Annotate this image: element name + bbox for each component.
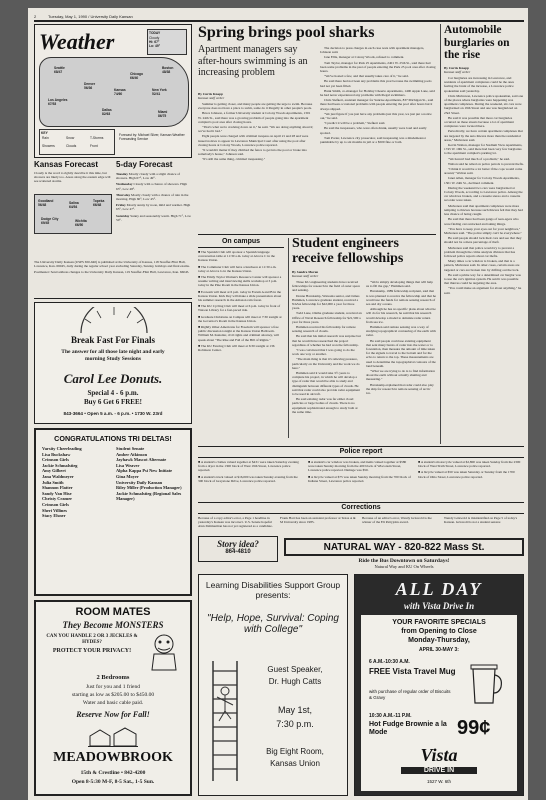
correction-item: Because of a copy editor's error, a Page 1 headline in yesterday's Kansan was incorrect. U.S. Senate hopeful Alan Zimmerman has not yet registered as a candidate.	[198, 516, 273, 529]
story-paragraph: Chris Siefkert, assistant manager for Sunrise Apartments, 837 Michigan St., said there had been occasional problems with people entering the pool after hours but it always slipped.	[320, 98, 434, 111]
room-mates-line2: PROTECT YOUR PRIVACY!	[52, 648, 132, 654]
tri-delta-title: CONGRATULATIONS TRI DELTAS!	[54, 434, 172, 443]
tri-delta-left-list	[42, 446, 112, 519]
us-map	[39, 57, 189, 127]
city-name: Kansas	[114, 88, 126, 92]
story-paragraph: Summer is getting closer, and many people are getting the urge to swim. Because everyone does not have a place to swim, some do it illegally in other people's pools.	[198, 102, 313, 111]
engineers-byline-title: Kansan staff writer	[292, 274, 319, 278]
bus-sub: Natural Way and KU On Wheels	[374, 564, 434, 569]
story-paragraph: Although he has no specific plans about what he will do for his research, he said that his research would develop a model to simulate radar return from sea ice.	[366, 307, 436, 324]
story-paragraph: Havekamp, 1989 fellowship recipient, said that is was planned to receive the fellowship and that he would use the funds for remote sensing research of sea and dry oceans.	[366, 289, 436, 307]
room-mates-line3: 2 Bedrooms	[96, 674, 130, 681]
sharks-body-col2	[320, 46, 436, 232]
bus-title: Ride the Bus Downtown on Saturdays!	[358, 558, 450, 564]
story-paragraph: Three KU engineering students have received fellowships for research in the field of outer space and sensing.	[292, 280, 360, 293]
sharks-byline-title: Kansan staff writer	[198, 96, 225, 100]
ladder-icon	[207, 661, 243, 781]
engineers-byline: By Sandra Moran	[292, 270, 319, 274]
meadowbrook-address: 15th & Crestline • 842-4200	[80, 770, 146, 776]
forecast-day: Wednesday	[116, 182, 133, 187]
police-item: ■ A student's motorcycle valued at $2,800 was taken Sunday from the 2300 block of West Sixth Street, Lawrence police reported.	[418, 460, 521, 469]
city-name: Goodland	[38, 199, 54, 203]
room-mates-line7: Reserve Now for Fall!	[76, 710, 150, 719]
learning-place: Big Eight Room,	[266, 747, 324, 756]
forecast-text: Mostly cloudy with a chance of rain in the morning. High 60°, Low 45°.	[116, 192, 189, 202]
corrections-title: Corrections	[341, 504, 381, 511]
vista-address: 1527 W. 6th	[426, 779, 452, 784]
story-paragraph: The decision to press charges in each case rests with apartment managers, Johnson said.	[320, 46, 425, 55]
correction-item: Frank Hart has been an assistant professor at Texas A & M University since 1985.	[280, 516, 356, 525]
story-paragraph: "That's what we're cracking down on it," he said. "We are doing anything about it; we've had it bad."	[198, 125, 314, 134]
key-item: Clouds	[66, 144, 77, 148]
vista-favorite: YOUR FAVORITE SPECIALS	[392, 619, 486, 626]
forecast-text: Cloudy with a chance of showers. High 63°, Low 48°.	[116, 182, 188, 191]
meadowbrook-brand: MEADOWBROOK	[53, 750, 173, 765]
city-name: New York	[152, 88, 167, 92]
city-name: Boston	[162, 66, 174, 70]
burglaries-body	[444, 76, 524, 442]
vista-ad	[354, 574, 524, 796]
story-paragraph: "We're simply developing things that will help us to fill the gap," Hammen said.	[366, 280, 433, 289]
kansas-forecast-text: Cloudy is the word to rightly describe it this time, but showers are likely too. Areas along the eastern edge will see scattered storms.	[34, 171, 111, 184]
story-paragraph: "We haven't had much of a problem," he said.	[448, 156, 511, 161]
key-item: Front	[90, 144, 98, 148]
room-mates-line6: Water and basic cable paid.	[82, 700, 144, 706]
on-campus-item: ■ The KU Cycling Club will meet at 6 p.m. today in front of Watson Library for a fast-paced ride.	[198, 304, 281, 313]
city-name: Seattle	[54, 66, 65, 70]
room-mates-line5: starting as low as $205.00 to $450.00	[71, 692, 155, 698]
weather-credit: Forecast by: Michael Silver, Kansan Weather Forecasting Service	[119, 133, 185, 141]
sharks-body-col1	[198, 102, 314, 232]
natural-way-ad	[284, 538, 524, 556]
kansas-forecast-title: Kansas Forecast	[34, 160, 99, 169]
city-name: Miami	[158, 110, 168, 114]
story-paragraph: Jane Ellis, manager at Colony Woods, refused to comment.	[324, 55, 405, 60]
story-paragraph: Mulvenon said that apartment complexes were more tempting to thieves because such thieves felt that they had less chance of being caught.	[444, 203, 523, 217]
story-paragraph: "You could make an argument for about anything," he said.	[444, 286, 522, 295]
story-paragraph: He said the trespassers, who were often drunk, usually were loud and easily spotted.	[320, 126, 427, 135]
vista-s2: FREE Vista Travel Mug	[369, 667, 456, 676]
burglaries-byline: By Curtis Knapp	[444, 66, 469, 70]
sunrise-icon	[77, 307, 151, 335]
folio-page-number: 2	[34, 14, 37, 19]
on-campus	[198, 238, 284, 448]
masthead-text: The University Daily Kansan (USPS 650-640) is published at the University of Kansas, 118 Stauffer-Flint Hall, Lawrence, Kan. 66045, daily during the regular school year excluding Saturday, Sunday, holidays and final exams.	[34, 260, 190, 269]
donuts-brand: Carol Lee Donuts.	[63, 371, 163, 386]
engineers-headline: Student engineers receive fellowships	[292, 236, 404, 266]
kansas-forecast	[34, 160, 112, 258]
honoree-name: Christy Cramer	[42, 496, 73, 502]
story-paragraph: "I think it would be a lot better if the cops would come around," Walton said.	[444, 167, 523, 176]
kansas-map	[34, 194, 112, 234]
story-paragraph: During the weekend two cars were burglarized at Colony Woods, according to Lawrence police. Among the car windows broken, and a cassette stereo and a cassette recorder were taken.	[444, 185, 523, 203]
story-paragraph: Hammen said it would take 3½ years to complete his project, in which he will develop a type of radar that would be able to study and distinguish between different types of clouds. He said that radar could also provide radar equipment to be used in aircraft.	[292, 371, 361, 397]
room-mates-ad	[34, 600, 192, 796]
donuts-headline: Break Fast For Finals	[71, 335, 155, 345]
city-name: Salina	[69, 201, 79, 205]
story-paragraph: He said there had not been any problems this year because the swimming pools had not yet been filled.	[320, 79, 432, 88]
story-paragraph: Periodically, we have certain apartment complexes that are targeted by the auto thieves more than the residential areas," Mulvenon said.	[444, 129, 523, 142]
police-item: ■ A student's car window was broken, and items valued together at $580 were taken Sunday morning from the 400 block of Wisconsin Street, Lawrence police reported. Damage was $50.	[308, 460, 407, 473]
story-paragraph: Havekamp explained that radar could also play the ship for research in remote sensing of arctic ice.	[366, 382, 434, 396]
honoree-name: Shannon Flatter	[42, 485, 73, 491]
police-item: ■ A student's clothes valued together at $431 were taken Saturday evening from a dryer in the 1300 block of West 19th Street, Lawrence police reported.	[198, 460, 299, 473]
learning-speaker-label: Guest Speaker,	[267, 665, 323, 674]
room-mates-sub: They Become MONSTERS	[62, 620, 164, 630]
sharks-byline: By Curtis Knapp	[198, 92, 223, 96]
today-hi: Hi: 67°	[149, 40, 160, 44]
five-day-title: 5-day Forecast	[116, 160, 173, 169]
story-paragraph: He said existing radar was far either cloud particles or large bodies of clouds. There is no equipment sophisticated enough to study both at the same time.	[292, 397, 358, 414]
honoree-name: Student Senate	[116, 446, 145, 451]
learning-date: May 1st,	[277, 705, 312, 715]
on-campus-item: ■ Ecoteam will meet at 6 p.m. today in Forum A and B in the Kansas Union. Kirk Dey will make a slide presentation about his summer research in the Amazon rain forest.	[198, 289, 282, 303]
correction-item: Wendy Griswold is misidentified on Page 5 of today's Kansan. Griswold is not a student senator.	[444, 516, 518, 525]
city-name: Denver	[84, 82, 96, 86]
city-temps: 56/36	[84, 86, 93, 90]
vista-s3: with purchase of regular order of Biscuits & Gravy	[369, 689, 451, 700]
city-temps: 68/47	[54, 70, 63, 74]
on-campus-item: ■ The KU Fencing Club will meet at 6:30 tonight at 136 Robinson Center.	[198, 343, 275, 353]
on-campus-item: ■ The Emily Taylor Women's Resource Center will sponsor a resume writing and interviewing skills workshop at 3 p.m. today in the Pine Room in the Kansas Union.	[198, 275, 282, 288]
honoree-name: Sheri Villines	[42, 507, 68, 513]
city-name: Los Angeles	[48, 98, 68, 102]
vista-inner	[361, 615, 517, 791]
story-idea-line1: Story idea?	[217, 539, 259, 549]
city-temps: 64/54	[69, 205, 78, 209]
donuts-ad	[34, 302, 192, 424]
honoree-name: Riley Miller (Production Manager)	[116, 485, 182, 491]
weather-section	[34, 24, 192, 158]
forecast-day: Friday	[116, 203, 126, 208]
story-paragraph: Donna Havekamp, Watsonia senior, and James Hammen, Lawrence graduate student, received a NASA fellowship for $22,000 a year for three years.	[292, 293, 360, 311]
masthead-postmaster: Postmaster: Send address changes to the University Daily Kansan, 119 Stauffer-Flint Hall, Lawrence, Kan. 66045.	[34, 270, 190, 275]
story-paragraph: Walton said he relied on police patrols to prevent thefts.	[448, 161, 524, 166]
city-temps: 69/45	[41, 221, 50, 225]
police-report-title: Police report	[339, 448, 383, 455]
forecast-day: Tuesday	[116, 172, 128, 176]
story-paragraph: Mulvenon said that police would try to prevent a problem through the crime analysis division that has followed police reports about car thefts.	[444, 245, 516, 258]
weather-key	[39, 129, 115, 155]
forecast-text: Mostly sunny by noon, mild and warmer. High 65°, Low 47°.	[116, 203, 191, 212]
story-paragraph: Hammen said remote sensing was a way of studying topographical contouring of the earth with radar.	[366, 325, 436, 338]
today-lo: Lo: 49°	[149, 44, 161, 48]
city-temps: 67/53	[48, 102, 57, 106]
on-campus-list	[198, 250, 284, 352]
police-report-col1	[198, 460, 302, 485]
honoree-name: Gina Moyer	[116, 473, 139, 479]
natural-way-text: NATURAL WAY - 820-822 Mass St.	[323, 542, 485, 553]
key-item: Rain	[42, 136, 49, 140]
today-sky: Cloudy	[149, 36, 160, 40]
honoree-name: Crimson Girls	[42, 457, 69, 463]
vista-with: with Vista Drive In	[403, 601, 475, 611]
correction-item: Because of an editor's error, Wendy Griswold is the winner of the Eli Pettyjohn award.	[362, 516, 432, 525]
city-temps: 66/48	[93, 203, 102, 207]
vista-price: 99¢	[457, 717, 491, 739]
donuts-deal2: Buy 6 Get 6 FREE!	[84, 398, 142, 406]
honoree-name: Julia Smith	[42, 479, 64, 485]
story-paragraph: Bruce Johnson, a former University student at Colony Woods Apartments, 1301 W. 24th St., said there was a growing problem of people going into the apartment complex's pool area after closing hours.	[198, 111, 311, 124]
story-paragraph: "I was convinced that I was going to do the work one way or another.	[292, 348, 355, 357]
police-report-col3	[418, 460, 522, 481]
story-paragraph: "It wouldn't matter if they climbed the fence to get into the pool or broke into somebody's house," Johnson said.	[198, 148, 307, 157]
vista-s1: 6 A.M.-10:30 A.M.	[369, 659, 410, 665]
story-paragraph: "You have to keep your eyes out for your neighbors," Mulvenon said. "The police simply can't be everywhere."	[444, 226, 522, 235]
on-campus-title: On campus	[198, 238, 284, 248]
story-paragraph: He said people should lock their cars and see that they should not be a mere percentage of theft.	[444, 236, 522, 245]
story-idea-phone: 864-4810	[225, 549, 251, 555]
learning-title: Learning Disabilities Support Group presents:	[205, 580, 341, 600]
donuts-contact: 843-3664 • Open 5 a.m. - 6 p.m. • 1730 W. 23rd	[63, 411, 163, 416]
city-name: Dodge City	[41, 217, 59, 221]
burglaries-byline-title: Kansan staff writer	[444, 70, 471, 74]
vista-logo-sub: DRIVE IN	[401, 767, 477, 774]
story-paragraph: He said people could use existing equipment that sent many bursts of radar into the water or to forestation, then measure the amount of time taken for the signals to travel to the bottom and for the echo to return to the top. These measurements are used to determine the topographical contours of the land beneath.	[366, 338, 436, 368]
story-paragraph: Chris Mulvenon, Lawrence police spokesman, said one of the places where burglaries were happening was apartment complexes. During the weekend, six cars were burglarized on 19th Street and one was burglarized on 23rd Street.	[444, 93, 524, 115]
story-idea-box	[198, 536, 278, 562]
city-temps: 66/40	[130, 76, 139, 80]
story-paragraph: Eight people were charged with criminal trespass on April 21 and 28 and were issued notices to appear in Lawrence Municipal Court after using the pool after closing hours at Colony Woods, Lawrence police reported.	[198, 134, 309, 147]
story-paragraph: Tom Taylor, manager for Park 25 Apartments, 2401 W. 25th St., said there had been some problems in the past of people entering the Park 25 pool area after closing hours.	[320, 60, 436, 74]
honoree-name: Jana Waldmeyer	[42, 473, 74, 479]
room-mates-line1: CAN YOU HANDLE 2 OR 3 JECKLES & HYDES?	[46, 634, 138, 645]
vista-banner: ALL DAY	[395, 579, 483, 599]
on-campus-item: ■ The Spanish Club will sponsor a Spanish language conversation table at 11:30 a.m. today at Alcove C in the Kansas Union.	[198, 250, 275, 263]
city-temps: 52/41	[152, 92, 161, 96]
donuts-deal1: Special 4 - 6 p.m.	[87, 389, 139, 397]
room-mates-line4: Just for you and 1 friend	[86, 684, 140, 690]
travel-mug-icon	[465, 663, 505, 707]
donuts-sub: The answer for all those late night and early morning Study Sessions	[61, 349, 165, 362]
building-icon	[88, 726, 138, 748]
honoree-name: Amber Atkinson	[116, 451, 148, 457]
story-paragraph: He said a prime way for a determined car burglar was to use the car's ignition system. He said it was possible that thieves could be targeting the area.	[444, 272, 521, 286]
masthead-info	[34, 260, 192, 275]
police-item: ■ A bicycle valued at $75 was taken Sunday morning from the 700 block of Indiana Street, Lawrence police reported.	[308, 474, 411, 483]
city-name: Topeka	[93, 199, 105, 203]
tri-delta-ad	[34, 428, 192, 596]
burglaries-headline: Automobile burglaries on the rise	[444, 24, 510, 61]
city-temps: 56/48	[38, 203, 47, 207]
today-label: TODAY	[149, 31, 161, 35]
story-paragraph: He said that his initial research was surprise but that he would have researched the project regardless of whether he had won the fellowship.	[292, 334, 361, 347]
story-paragraph: "We've hosted a few, and that usually takes care of it," he said.	[324, 74, 409, 79]
learning-disabilities-ad	[198, 574, 348, 796]
city-name: Chicago	[130, 72, 144, 76]
police-item: ■ A bicycle valued at $50 was taken Saturday or Sunday from the 1700 block of Ohio Street, Lawrence police reported.	[418, 470, 515, 479]
story-paragraph: "We just figure if you just have any problems just this year, we just put a notice out," he said.	[320, 111, 432, 121]
story-paragraph: Janet Allen, manager for Colony Woods Apartments, 1301 W. 24th St., declined comment.	[444, 176, 520, 185]
today-box	[147, 29, 187, 55]
city-temps: 74/60	[114, 92, 123, 96]
honoree-name: Jackie Schmalstieg	[42, 462, 78, 468]
vista-favorite2: from Opening to Close	[401, 628, 477, 635]
vista-logo: Vista	[420, 745, 458, 765]
honoree-name: Varsity Cheerleading	[42, 446, 82, 451]
story-paragraph: Many times a car window is broken, and that is a pattern, Mulvenon said. In other cases, certain areas are targeted or cars are broken into by drifting out the lock.	[444, 259, 520, 272]
story-paragraph: "I predict it will be a problem," Siefkert said.	[324, 121, 386, 126]
vista-dates: APRIL 30-MAY 3:	[419, 647, 459, 653]
police-item: ■ A student's truck valued at $16,000 was taken Sunday evening from the 300 block of Greystone Drive, Lawrence police reported.	[198, 474, 298, 483]
story-paragraph: "What we are trying to do is to find information about the earth without actually shutting and measuring."	[366, 369, 435, 382]
story-paragraph: He said that there had been gangs of teen-agers who were finding cars unlocked and taking things.	[444, 217, 519, 226]
forecast-day: Saturday	[116, 213, 130, 218]
city-name: Dallas	[102, 108, 112, 112]
forecast-text: Sunny and seasonably warm. High 71°, Low 50°.	[116, 213, 191, 222]
city-temps: 66/50	[75, 223, 84, 227]
story-paragraph: He said it was possible that more car burglaries occurred on these streets because a lot of apartment complexes were located there.	[444, 115, 514, 129]
story-paragraph: Car burglaries are increasing in Lawrence, and residents of apartment complexes could be the ones feeling the brunt of the increase, a Lawrence police spokesman said yesterday.	[444, 76, 514, 93]
honoree-name: Jackie Schmalstieg (Regional Sales Manager)	[116, 490, 182, 502]
vista-s4: 10:30 A.M.-11 P.M.	[369, 713, 412, 719]
honoree-name: Lisa Buckshaw	[42, 451, 71, 457]
weather-title: Weather	[39, 29, 115, 54]
on-campus-item: ■ Graduate Christians on Campus will meet at 7:30 tonight at the Governor's Room in the Kansas Union.	[198, 314, 282, 323]
key-item: Snow	[66, 136, 75, 140]
honoree-name: University Daily Kansan	[116, 479, 163, 485]
folio-line: Tuesday, May 1, 1990 / University Daily Kansan	[48, 14, 133, 19]
honoree-name: Sandy Van Hise	[42, 490, 72, 496]
city-temps: 86/75	[158, 114, 167, 118]
five-day-forecast	[116, 160, 192, 258]
honoree-name: Crimson Girls	[42, 501, 69, 507]
room-mates-title: ROOM MATES	[75, 606, 151, 618]
vista-days: Monday-Thursday,	[408, 637, 470, 644]
meadowbrook-hours: Open 8-5:30 M-F, 8-5 Sat., 1-5 Sun.	[71, 779, 155, 785]
key-item: Showers	[42, 144, 55, 148]
honoree-name: Amy Gilbert	[42, 468, 66, 474]
learning-quote: "Help, Hope, Survival: Coping with College"	[207, 613, 339, 635]
story-paragraph: Todd Lane, Olathe graduate student, received an Office of Naval Research fellowship for $21,500 a year for three years.	[292, 311, 362, 324]
on-campus-item: ■ Rightly Other Americans for Freedom will sponsor a free public discussion tonight at the Kansas Union Ballroom. William M. Kunstler, civil rights and criminal attorney, will speak about "The Rise and Fall of the Bill of Rights."	[198, 325, 279, 342]
key-item: T-Storms	[90, 136, 104, 140]
sharks-deck: Apartment managers say after-hours swimming is an increasing problem	[198, 44, 308, 78]
city-temps: 48/38	[162, 70, 171, 74]
story-paragraph: "The main thing is that it's relieving pressure, particularly on the University and the work we do here."	[292, 357, 360, 370]
forecast-day: Thursday	[116, 192, 131, 197]
tri-delta-right-list	[116, 446, 188, 502]
engineers-body-col1	[292, 280, 362, 440]
honoree-name: Jayhawk Mascot Alternate	[116, 457, 167, 463]
vista-s5: Hot Fudge Brownie a la Mode	[369, 721, 447, 736]
learning-time: 7:30 p.m.	[276, 719, 314, 729]
city-name: Wichita	[75, 219, 87, 223]
forecast-text: Mostly cloudy with a slight chance of showers. High 67°, Low 49°.	[116, 172, 181, 181]
story-paragraph: Hammen received his fellowship for remote sensing research of clouds.	[292, 325, 356, 334]
police-report-col2	[308, 460, 412, 485]
learning-place2: Kansas Union	[270, 759, 320, 768]
city-temps: 82/63	[102, 112, 111, 116]
story-paragraph: Tom Porter, Lawrence city prosecutor, said trespassing was a misdemeanor punishable by up to six months in jail or a $500 fine or both.	[320, 135, 426, 145]
story-paragraph: Kevin Walton, manager for Stadium View Apartments, 1745 W. 19th St., said there had been very few burglaries to the apartment complex's parking lot.	[444, 143, 523, 156]
bus-ad	[284, 558, 524, 572]
key-title: KEY	[41, 131, 48, 135]
story-paragraph: "It's still the same thing, criminal trespassing."	[202, 157, 266, 162]
honoree-name: Alpha Kappa Psi New Initiate	[116, 468, 173, 474]
learning-speaker: Dr. Hugh Catts	[268, 677, 322, 686]
on-campus-item: ■ The Commuter Club will have a luncheon at 11:30 a.m. today at Alcove G in the Kansas Union.	[198, 264, 277, 273]
newspaper-page	[28, 8, 528, 800]
honoree-name: Stacy Elsner	[42, 513, 66, 519]
monster-icon	[146, 632, 182, 672]
sharks-headline: Spring brings pool sharks	[198, 24, 375, 41]
engineers-body-col2	[366, 280, 436, 440]
honoree-name: Lisa Weaver	[116, 462, 140, 468]
story-paragraph: Hank Smith, co-manager for Holiday Cheerio Apartments, 1400 Apple Lane, said he had never experienced any problems with illegal swimmers.	[320, 88, 435, 98]
